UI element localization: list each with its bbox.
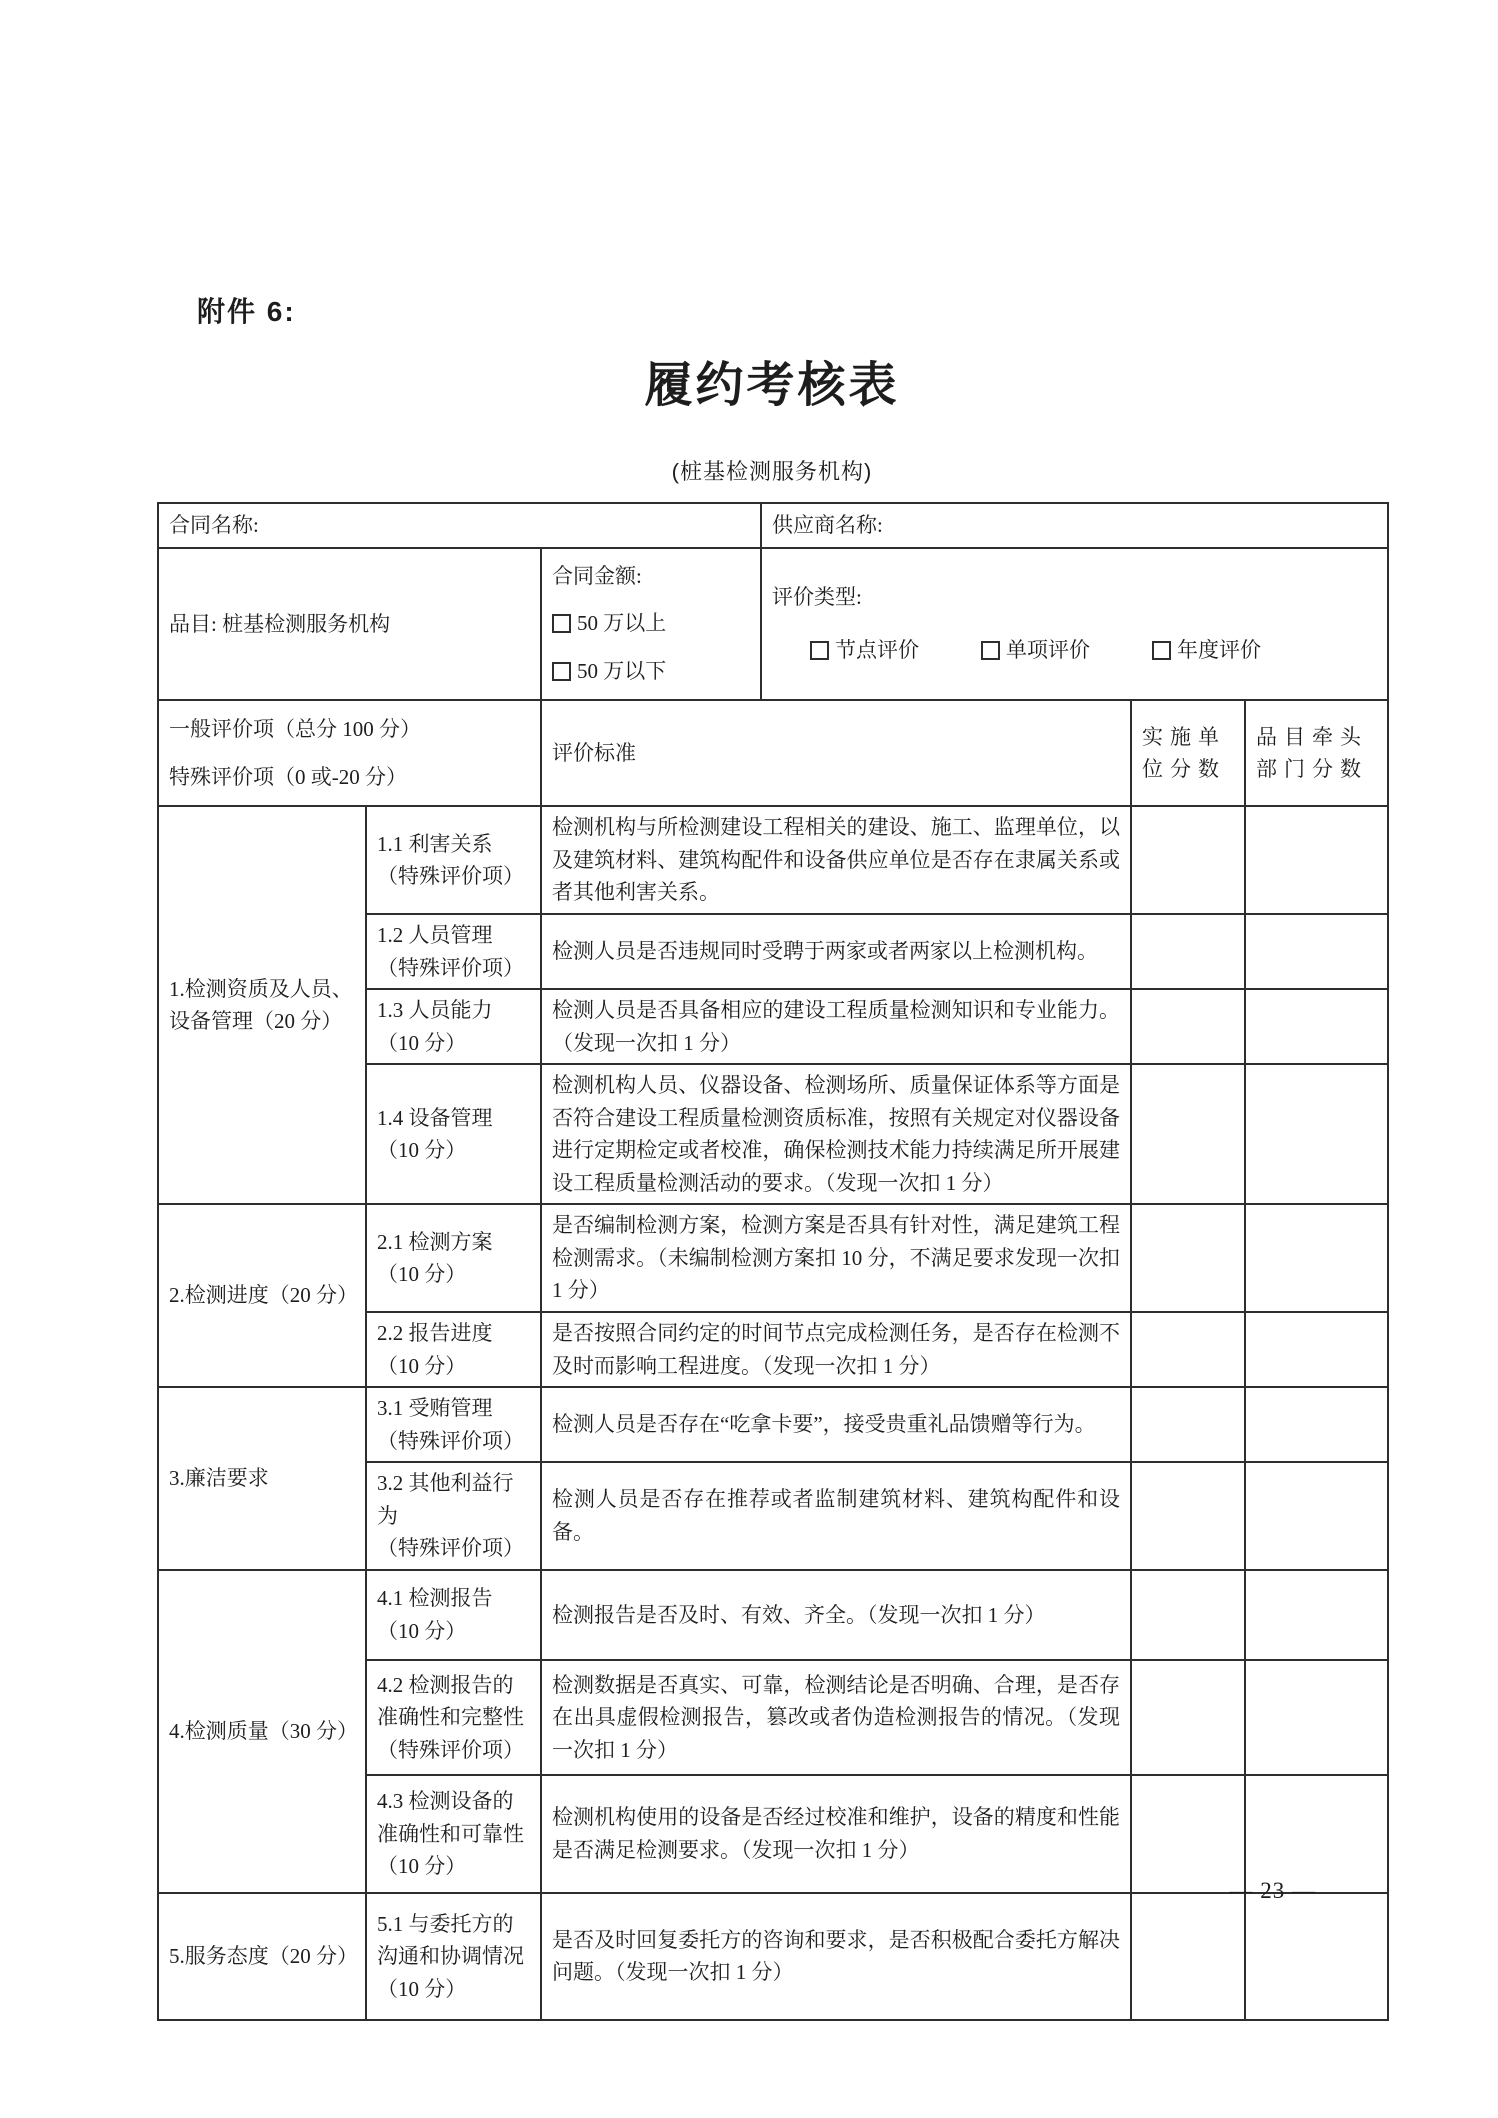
eval-option-node-label: 节点评价 [835, 638, 919, 663]
evaluation-type-options [772, 634, 1377, 667]
criteria-cell-1-4: 检测机构人员、仪器设备、检测场所、质量保证体系等方面是否符合建设工程质量检测资质标准，按照有关规定对仪器设备进行定期检定或者校准，确保检测技术能力持续满足所开展建设工程质量检测活动的要求。（发现一次扣 1 分） [541, 1064, 1131, 1204]
subitem-label: 1.1 利害关系 [377, 831, 493, 856]
subitem-cell-3-1 [366, 1387, 541, 1462]
contract-name-cell [158, 503, 761, 548]
criteria-cell-3-2: 检测人员是否存在推荐或者监制建筑材料、建筑构配件和设备。 [541, 1462, 1131, 1570]
checkbox-eval-annual[interactable] [1152, 641, 1171, 660]
implement-score-cell-1-3 [1131, 989, 1245, 1064]
contract-amount-cell [541, 548, 761, 700]
subitem-cell-1-1 [366, 806, 541, 914]
lead-score-cell-2-2 [1245, 1312, 1388, 1387]
lead-score-cell-1-4 [1245, 1064, 1388, 1204]
eval-option-node [810, 634, 919, 667]
implement-score-cell-2-2 [1131, 1312, 1245, 1387]
eval-option-annual-label: 年度评价 [1177, 638, 1261, 663]
checkbox-amount-over-50[interactable] [552, 614, 571, 633]
subitem-label: 4.1 检测报告 [377, 1586, 493, 1611]
implement-score-cell-3-1 [1131, 1387, 1245, 1462]
table-row-item [158, 548, 1388, 700]
subitem-label: 1.4 设备管理 [377, 1105, 493, 1130]
table-row-1-1 [158, 806, 1388, 914]
lead-score-cell-4-2 [1245, 1660, 1388, 1775]
amount-option-under-50-label: 50 万以下 [577, 658, 667, 683]
subitem-label: 4.3 检测设备的准确性和可靠性 [377, 1789, 524, 1846]
implement-score-cell-1-4 [1131, 1064, 1245, 1204]
checkbox-amount-under-50[interactable] [552, 662, 571, 681]
table-row-contract [158, 503, 1388, 548]
eval-option-single-label: 单项评价 [1006, 638, 1090, 663]
subitem-label: 1.3 人员能力 [377, 998, 493, 1023]
subitem-note: （特殊评价项） [377, 864, 524, 889]
criteria-cell-1-2: 检测人员是否违规同时受聘于两家或者两家以上检测机构。 [541, 914, 1131, 989]
page-content [157, 290, 1387, 2021]
subitem-label: 1.2 人员管理 [377, 922, 493, 947]
amount-option-over-50 [552, 600, 750, 647]
page-number: — 23 — [1229, 1878, 1316, 1903]
table-header-row [158, 700, 1388, 807]
lead-score-cell-3-2 [1245, 1462, 1388, 1570]
subitem-cell-2-1 [366, 1204, 541, 1312]
lead-score-cell-3-1 [1245, 1387, 1388, 1462]
contract-amount-label: 合同金额: [552, 564, 642, 588]
subitem-cell-4-3 [366, 1775, 541, 1893]
lead-score-cell-1-1 [1245, 806, 1388, 914]
criteria-cell-1-3: 检测人员是否具备相应的建设工程质量检测知识和专业能力。（发现一次扣 1 分） [541, 989, 1131, 1064]
category-cell-3: 3.廉洁要求 [158, 1387, 366, 1570]
lead-score-cell-4-1 [1245, 1570, 1388, 1660]
checkbox-eval-node[interactable] [810, 641, 829, 660]
lead-score-cell-1-2 [1245, 914, 1388, 989]
eval-option-annual [1152, 634, 1261, 667]
criteria-cell-4-1: 检测报告是否及时、有效、齐全。（发现一次扣 1 分） [541, 1570, 1131, 1660]
table-row-4-1 [158, 1570, 1388, 1660]
subitem-label: 4.2 检测报告的准确性和完整性 [377, 1672, 524, 1730]
subitem-cell-5-1 [366, 1893, 541, 2020]
table-row-3-1 [158, 1387, 1388, 1462]
criteria-cell-2-2: 是否按照合同约定的时间节点完成检测任务，是否存在检测不及时而影响工程进度。（发现一次扣 1 分） [541, 1312, 1131, 1387]
criteria-cell-4-3: 检测机构使用的设备是否经过校准和维护，设备的精度和性能是否满足检测要求。（发现一次扣 1 分） [541, 1775, 1131, 1893]
implement-score-cell-3-2 [1131, 1462, 1245, 1570]
subitem-note: （10 分） [377, 1262, 467, 1287]
implement-score-cell-2-1 [1131, 1204, 1245, 1312]
subitem-label: 2.1 检测方案 [377, 1229, 493, 1254]
subitem-label: 3.1 受贿管理 [377, 1396, 493, 1421]
page-subtitle: (桩基检测服务机构) [671, 459, 873, 484]
subitem-note: （10 分） [377, 1976, 467, 2001]
evaluation-type-cell [761, 548, 1388, 700]
subitem-cell-1-3 [366, 989, 541, 1064]
eval-option-single [981, 634, 1090, 667]
subitem-cell-1-2 [366, 914, 541, 989]
header-lead-score-cell: 品目牵头部门分数 [1245, 700, 1388, 807]
assessment-table [157, 502, 1389, 2021]
amount-option-under-50 [552, 648, 750, 695]
subitem-note: （10 分） [377, 1854, 467, 1879]
subitem-label: 2.2 报告进度 [377, 1321, 493, 1345]
criteria-cell-5-1: 是否及时回复委托方的咨询和要求，是否积极配合委托方解决问题。（发现一次扣 1 分） [541, 1893, 1131, 2020]
implement-score-cell-1-2 [1131, 914, 1245, 989]
lead-score-cell-1-3 [1245, 989, 1388, 1064]
attachment-label: 附件 6: [197, 296, 296, 327]
item-label: 品目: 桩基检测服务机构 [169, 611, 391, 636]
category-cell-4: 4.检测质量（30 分） [158, 1570, 366, 1893]
supplier-name-cell [761, 503, 1388, 548]
subitem-note: （10 分） [377, 1030, 467, 1055]
implement-score-cell-4-3 [1131, 1775, 1245, 1893]
page-title: 履约考核表 [644, 359, 900, 412]
evaluation-type-label: 评价类型: [772, 584, 862, 609]
lead-score-cell-2-1 [1245, 1204, 1388, 1312]
implement-score-cell-4-2 [1131, 1660, 1245, 1775]
implement-score-cell-1-1 [1131, 806, 1245, 914]
subitem-note: （特殊评价项） [377, 955, 524, 980]
implement-score-cell-5-1 [1131, 1893, 1245, 2020]
table-row-2-1 [158, 1204, 1388, 1312]
subitem-note: （10 分） [377, 1618, 467, 1643]
checkbox-eval-single[interactable] [981, 641, 1000, 660]
category-cell-5: 5.服务态度（20 分） [158, 1893, 366, 2020]
lead-score-cell-5-1 [1245, 1893, 1388, 2020]
subitem-cell-1-4 [366, 1064, 541, 1204]
implement-score-cell-4-1 [1131, 1570, 1245, 1660]
category-cell-2: 2.检测进度（20 分） [158, 1204, 366, 1387]
contract-name-label: 合同名称: [169, 513, 259, 538]
criteria-cell-1-1: 检测机构与所检测建设工程相关的建设、施工、监理单位，以及建筑材料、建筑构配件和设备供应单位是否存在隶属关系或者其他利害关系。 [541, 806, 1131, 914]
criteria-cell-3-1: 检测人员是否存在“吃拿卡要”，接受贵重礼品馈赠等行为。 [541, 1387, 1131, 1462]
subitem-cell-3-2 [366, 1462, 541, 1570]
category-cell-1: 1.检测资质及人员、设备管理（20 分） [158, 806, 366, 1204]
criteria-cell-2-1: 是否编制检测方案，检测方案是否具有针对性，满足建筑工程检测需求。（未编制检测方案扣 10 分，不满足要求发现一次扣 1 分） [541, 1204, 1131, 1312]
subitem-label: 3.2 其他利益行为 [377, 1471, 514, 1528]
header-items-cell [158, 700, 541, 807]
subitem-note: （10 分） [377, 1353, 467, 1378]
lead-score-cell-4-3 [1245, 1775, 1388, 1893]
item-cell [158, 548, 541, 700]
subitem-label: 5.1 与委托方的沟通和协调情况 [377, 1911, 524, 1969]
subitem-cell-4-1 [366, 1570, 541, 1660]
subitem-note: （特殊评价项） [377, 1536, 524, 1561]
header-general-items: 一般评价项（总分 100 分） [169, 716, 421, 741]
header-special-items: 特殊评价项（0 或-20 分） [169, 765, 407, 790]
header-implement-score-cell: 实施单位分数 [1131, 700, 1245, 807]
amount-option-over-50-label: 50 万以上 [577, 611, 667, 636]
supplier-name-label: 供应商名称: [772, 513, 883, 538]
header-criteria-cell: 评价标准 [541, 700, 1131, 807]
subitem-note: （特殊评价项） [377, 1428, 524, 1453]
subitem-cell-4-2 [366, 1660, 541, 1775]
criteria-cell-4-2: 检测数据是否真实、可靠，检测结论是否明确、合理，是否存在出具虚假检测报告，篡改或者伪造检测报告的情况。（发现一次扣 1 分） [541, 1660, 1131, 1775]
subitem-note: （10 分） [377, 1138, 467, 1163]
table-row-5-1 [158, 1893, 1388, 2020]
subitem-note: （特殊评价项） [377, 1737, 524, 1762]
subitem-cell-2-2 [366, 1312, 541, 1387]
